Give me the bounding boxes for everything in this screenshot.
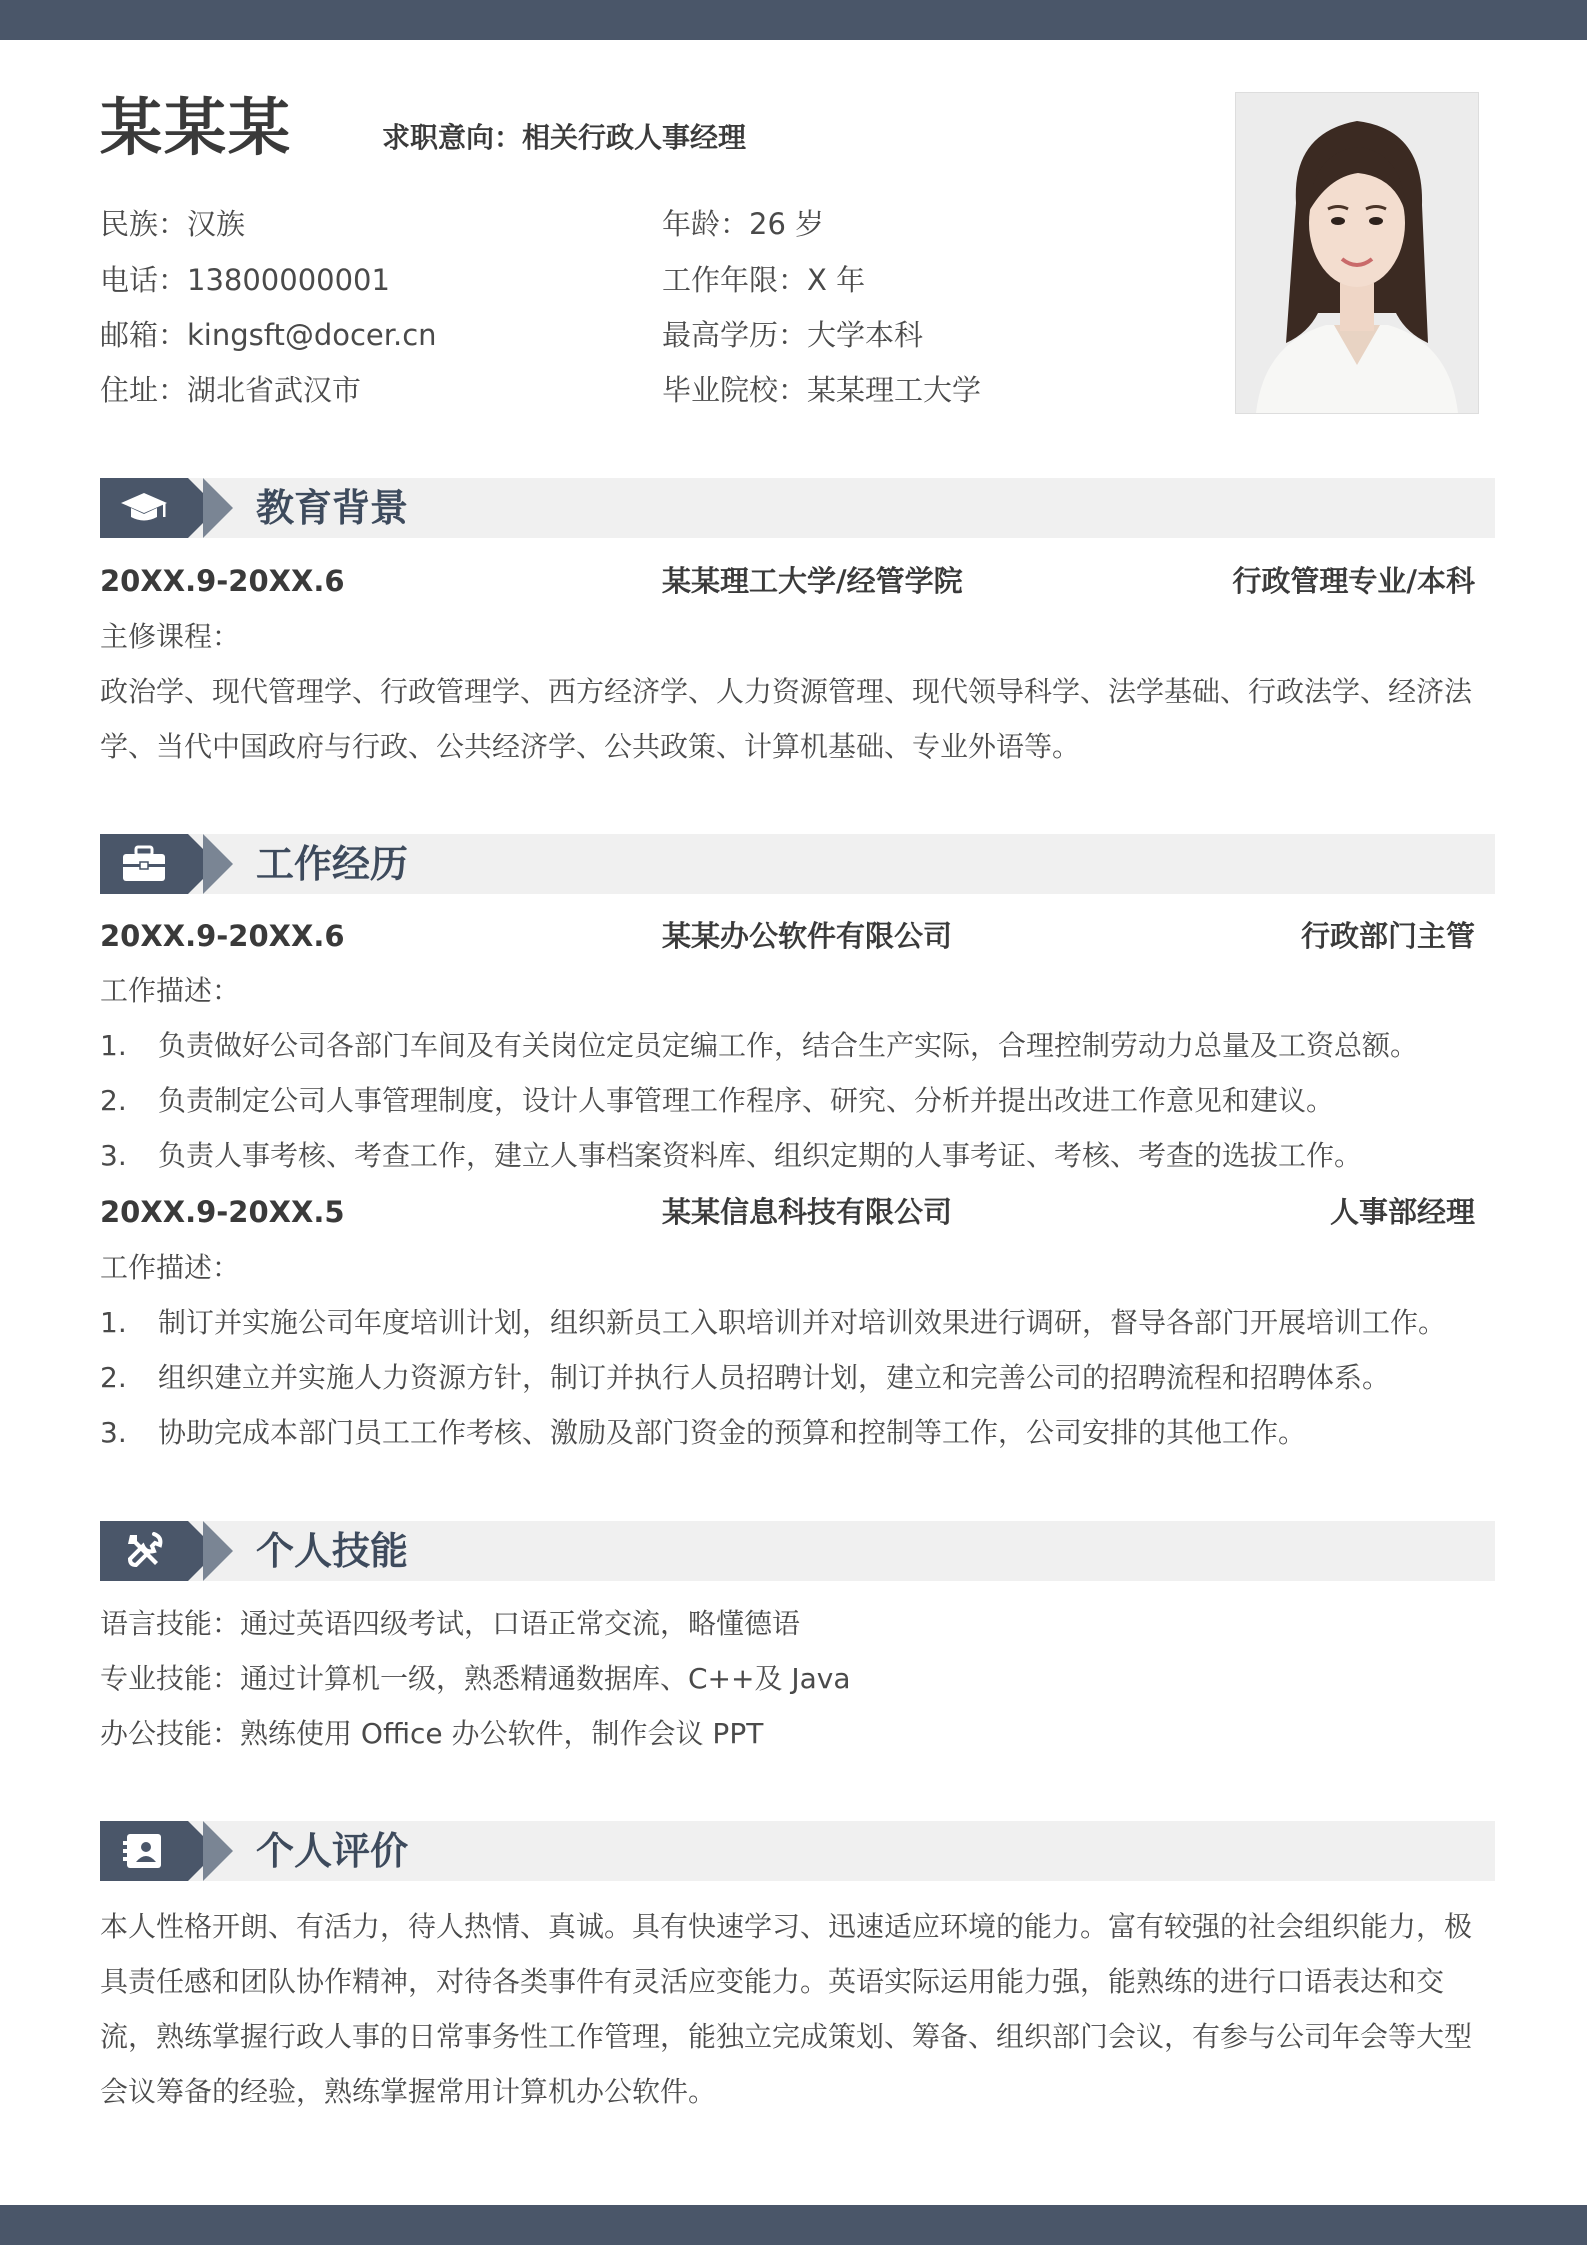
profile-photo [1235,92,1479,414]
job-position: 人事部经理 [1329,1195,1475,1229]
info-school: 毕业院校：某某理工大学 [662,373,982,407]
skill-office: 办公技能：熟练使用 Office 办公软件，制作会议 PPT [100,1717,764,1750]
job-item-text: 负责做好公司各部门车间及有关岗位定员定编工作，结合生产实际，合理控制劳动力总量及工资总额。 [158,1029,1419,1062]
section-title: 工作经历 [256,842,409,886]
info-ethnicity: 民族：汉族 [100,207,246,241]
education-major: 行政管理专业/本科 [1232,564,1475,598]
education-school: 某某理工大学/经管学院 [662,564,963,598]
info-email: 邮箱：kingsft@docer.cn [100,318,437,352]
skill-language: 语言技能：通过英语四级考试，口语正常交流，略懂德语 [100,1607,801,1640]
section-title: 个人评价 [256,1829,409,1873]
evaluation-text: 本人性格开朗、有活力，待人热情、真诚。具有快速学习、迅速适应环境的能力。富有较强的社会组织能力，极具责任感和团队协作精神，对待各类事件有灵活应变能力。英语实际运用能力强，能熟练的进行口语表达和交流，熟练掌握行政人事的日常事务性工作管理，能独立完成策划、筹备、组织部门会议，有参与公司年会等大型会议筹备的经验，熟练掌握常用计算机办公软件。 [100,1910,1473,2108]
info-phone: 电话：13800000001 [100,263,390,297]
job-item-text: 组织建立并实施人力资源方针，制订并执行人员招聘计划，建立和完善公司的招聘流程和招聘体系。 [158,1361,1391,1394]
job-period: 20XX.9-20XX.6 [100,919,345,953]
job-company: 某某办公软件有限公司 [662,919,953,953]
courses-text: 政治学、现代管理学、行政管理学、西方经济学、人力资源管理、现代领导科学、法学基础、行政法学、经济法学、当代中国政府与行政、公共经济学、公共政策、计算机基础、专业外语等。 [100,675,1473,763]
id-card-icon [100,1821,188,1881]
briefcase-icon [100,834,188,894]
info-education: 最高学历：大学本科 [662,318,924,352]
job-item-number: 3. [100,1416,127,1449]
section-header-skills [100,1521,1495,1581]
job-objective: 求职意向：相关行政人事经理 [382,121,747,154]
section-header-work [100,834,1495,894]
job-item-number: 2. [100,1361,127,1394]
candidate-name: 某某某 [100,91,293,164]
job-item-number: 1. [100,1029,127,1062]
job-company: 某某信息科技有限公司 [662,1195,953,1229]
graduation-cap-icon [100,478,188,538]
courses-label: 主修课程： [100,620,241,653]
job-desc-label: 工作描述： [100,1251,241,1284]
education-period: 20XX.9-20XX.6 [100,564,345,598]
job-item-text: 制订并实施公司年度培训计划，组织新员工入职培训并对培训效果进行调研，督导各部门开展培训工作。 [158,1306,1447,1339]
portrait-icon [1236,93,1478,413]
job-position: 行政部门主管 [1300,919,1475,953]
info-address: 住址：湖北省武汉市 [100,373,362,407]
tools-icon [100,1521,188,1581]
info-age: 年龄：26 岁 [662,207,825,241]
job-item-number: 2. [100,1084,127,1117]
job-item-text: 协助完成本部门员工工作考核、激励及部门资金的预算和控制等工作，公司安排的其他工作。 [158,1416,1307,1449]
section-title: 教育背景 [256,486,409,530]
job-desc-label: 工作描述： [100,974,241,1007]
section-header-education [100,478,1495,538]
section-title: 个人技能 [256,1529,409,1573]
job-item-text: 负责人事考核、考查工作，建立人事档案资料库、组织定期的人事考证、考核、考查的选拔工作。 [158,1139,1363,1172]
job-item-number: 3. [100,1139,127,1172]
bottom-bar [0,2205,1587,2245]
info-work-years: 工作年限：X 年 [662,263,866,297]
skill-professional: 专业技能：通过计算机一级，熟悉精通数据库、C++及 Java [100,1662,851,1695]
job-item-text: 负责制定公司人事管理制度，设计人事管理工作程序、研究、分析并提出改进工作意见和建议。 [158,1084,1335,1117]
section-header-evaluation [100,1821,1495,1881]
top-bar [0,0,1587,40]
job-item-number: 1. [100,1306,127,1339]
job-period: 20XX.9-20XX.5 [100,1195,345,1229]
